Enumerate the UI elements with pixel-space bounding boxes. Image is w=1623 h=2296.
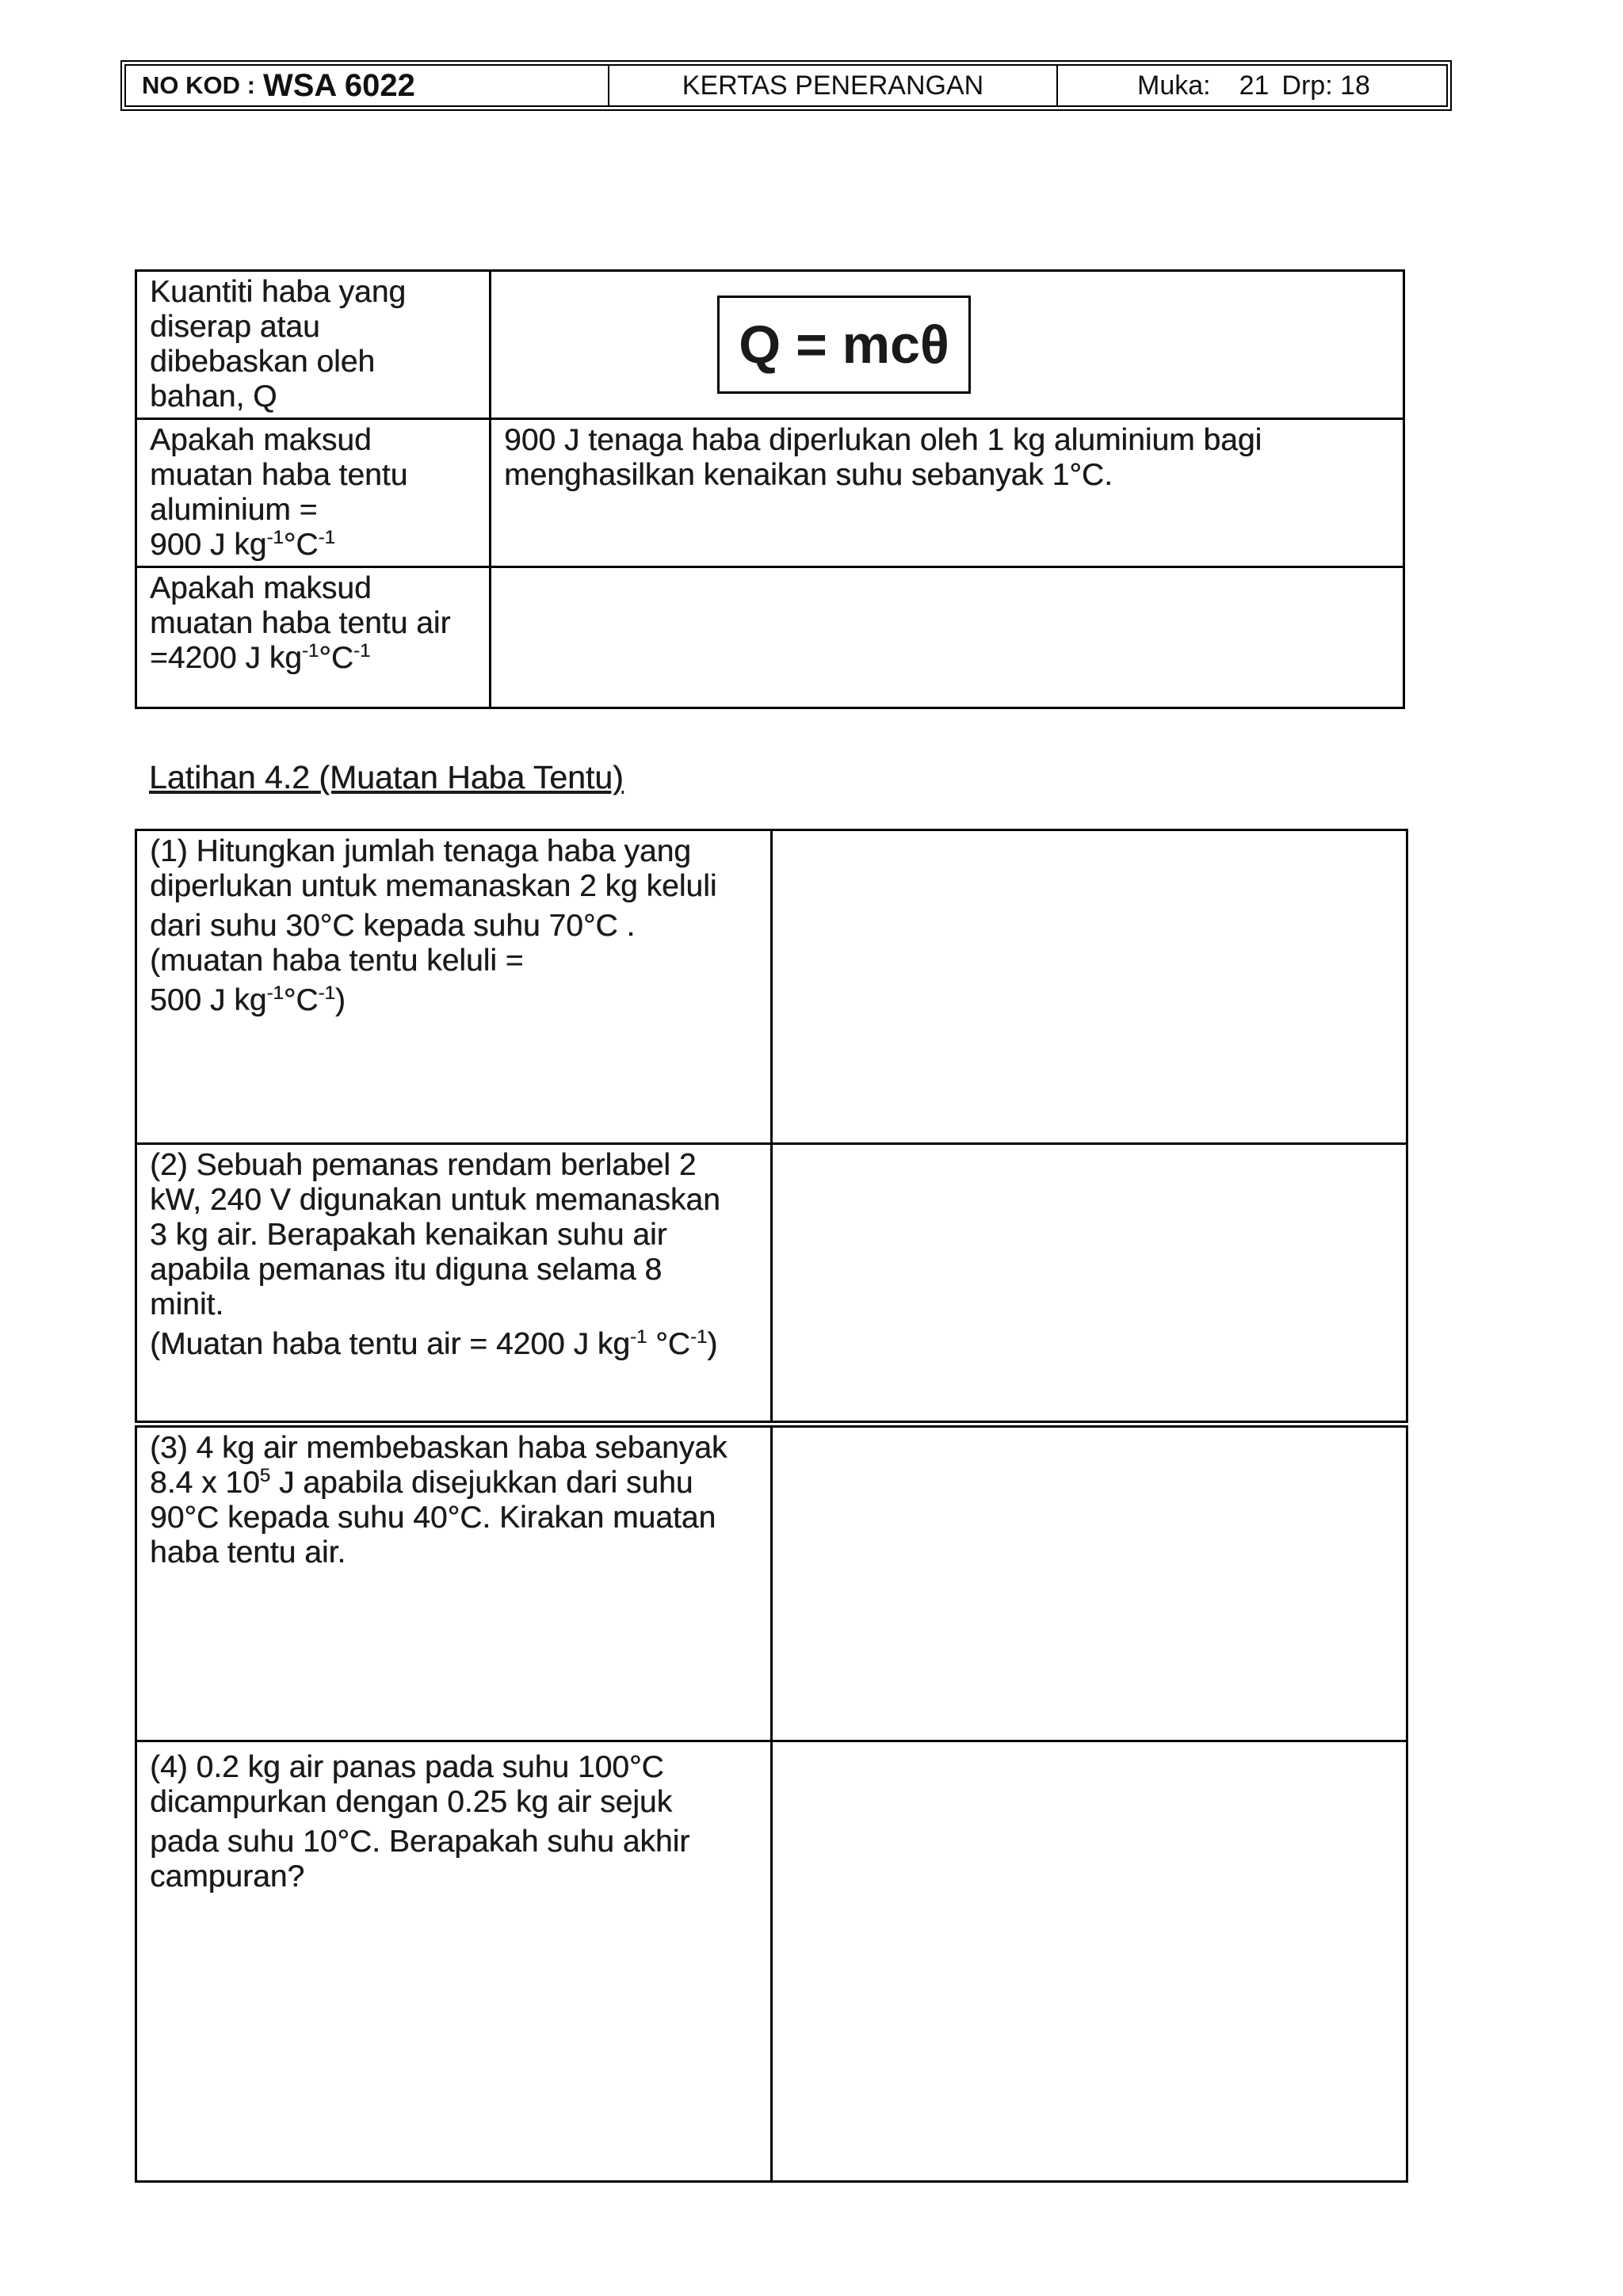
question-cell: (3) 4 kg air membebaskan haba sebanyak 8.4 x $10^5$ J apabila disejukkan dari suhu 90°C kepada suhu 40°C. Kirakan muatan haba tentu air. <box>136 1425 772 1741</box>
question-cell: (4) 0.2 kg air panas pada suhu 100°C dicampurkan dengan 0.25 kg air sejuk pada suhu 10°C. Berapakah suhu akhir campuran? <box>136 1741 772 2182</box>
formula-cell <box>491 271 1404 419</box>
total-pages-value: 18 <box>1340 70 1370 101</box>
definition-term-cell: Apakah maksud muatan haba tentu air =4200 J $kg^{-1}^\circ C^{-1}$ <box>136 567 491 708</box>
page-number: 21 <box>1239 70 1270 101</box>
answer-cell[interactable] <box>772 1741 1407 2182</box>
unit-line: (Muatan haba tentu air = 4200 J $kg^{-1}$ $^\circ C^{-1}$) <box>150 1326 718 1361</box>
unit-line: 900 J $kg^{-1}^\circ C^{-1}$ <box>150 527 335 562</box>
table-row <box>136 1741 1407 2182</box>
code-label: NO KOD : <box>142 71 255 99</box>
header-page-cell <box>1056 66 1446 105</box>
answer-cell[interactable] <box>772 830 1407 1144</box>
unit-line: 500 J $kg^{-1}^\circ C^{-1}$) <box>150 982 346 1017</box>
document-header <box>120 60 1452 111</box>
heat-formula: Q = mcθ <box>717 296 970 394</box>
table-row <box>136 567 1404 708</box>
definition-answer-cell[interactable] <box>491 567 1404 708</box>
definitions-table <box>135 269 1405 709</box>
question-cell: (1) Hitungkan jumlah tenaga haba yang diperlukan untuk memanaskan 2 kg keluli dari suhu 30°C kepada suhu 70°C . (muatan haba tentu keluli = 500 J $kg^{-1}^\circ C^{-1}$) <box>136 830 772 1144</box>
answer-cell[interactable] <box>772 1425 1407 1741</box>
unit-line: =4200 J $kg^{-1}^\circ C^{-1}$ <box>150 640 371 675</box>
answer-cell[interactable] <box>772 1144 1407 1425</box>
table-row <box>136 1144 1407 1425</box>
total-pages-label: Drp: <box>1281 70 1333 101</box>
header-row <box>124 64 1448 107</box>
document-type-title: KERTAS PENERANGAN <box>682 70 984 101</box>
table-row <box>136 419 1404 567</box>
header-title-cell <box>608 66 1056 105</box>
exercise-table <box>135 829 1408 2183</box>
header-code-cell <box>126 66 608 105</box>
code-value: WSA 6022 <box>262 67 415 103</box>
definition-answer-cell: 900 J tenaga haba diperlukan oleh 1 kg aluminium bagi menghasilkan kenaikan suhu sebanyak 1°C. <box>491 419 1404 567</box>
table-row <box>136 271 1404 419</box>
question-cell: (2) Sebuah pemanas rendam berlabel 2 kW, 240 V digunakan untuk memanaskan 3 kg air. Berapakah kenaikan suhu air apabila pemanas itu diguna selama 8 minit. (Muatan haba tentu air = 4200 J $kg^{-1}$ $^\circ C^{-1}$) <box>136 1144 772 1425</box>
definition-term-cell: Apakah maksud muatan haba tentu aluminium = 900 J $kg^{-1}^\circ C^{-1}$ <box>136 419 491 567</box>
page-label: Muka: <box>1137 70 1211 101</box>
exercise-title: Latihan 4.2 (Muatan Haba Tentu) <box>149 759 624 795</box>
definition-term-cell: Kuantiti haba yang diserap atau dibebaskan oleh bahan, Q <box>136 271 491 419</box>
table-row <box>136 830 1407 1144</box>
table-row <box>136 1425 1407 1741</box>
